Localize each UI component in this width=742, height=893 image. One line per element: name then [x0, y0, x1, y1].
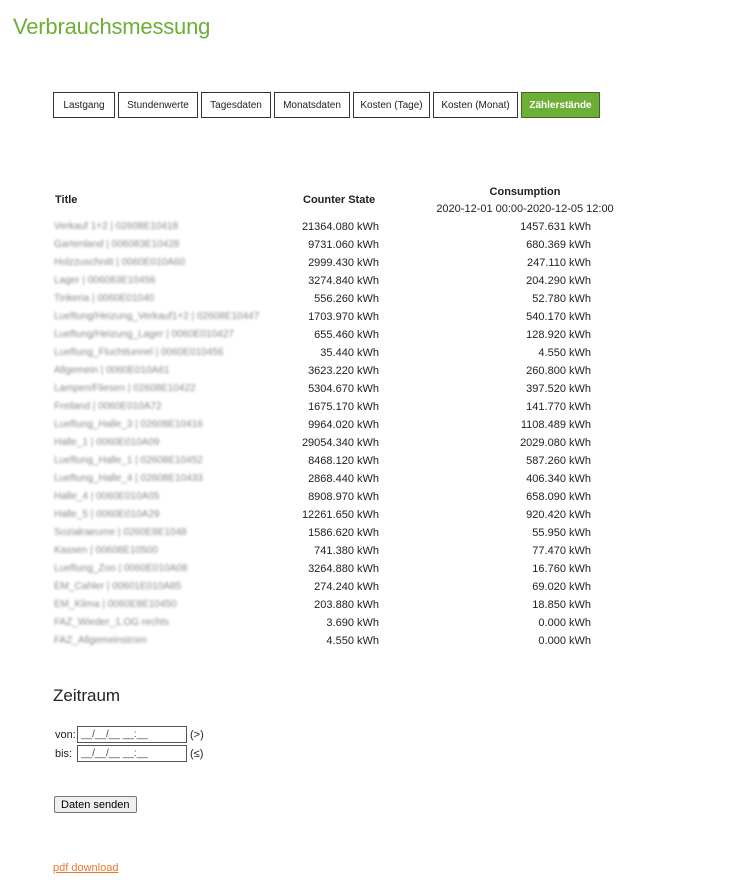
- column-header-counter-state: Counter State: [303, 194, 376, 206]
- table-row: [53, 255, 613, 273]
- table-row: [53, 597, 613, 615]
- row-counter-state: 5304.670 kWh: [308, 383, 379, 395]
- period-title: Zeitraum: [53, 686, 121, 705]
- to-label: bis:: [55, 747, 73, 760]
- table-row: [53, 525, 613, 543]
- row-title: Halle_1 | 0060E010A09: [54, 437, 160, 448]
- table-row: [53, 579, 613, 597]
- row-consumption: 128.920 kWh: [526, 329, 591, 341]
- from-operator: (>): [190, 728, 204, 741]
- table-row: [53, 327, 613, 345]
- row-consumption: 587.260 kWh: [526, 455, 591, 467]
- row-consumption: 204.290 kWh: [526, 275, 591, 287]
- consumption-range: 2020-12-01 00:00-2020-12-05 12:00: [436, 203, 614, 215]
- table-row: [53, 615, 613, 633]
- row-title: FAZ_Allgemeinstrom: [54, 635, 147, 646]
- table-row: [53, 435, 613, 453]
- table-row: [53, 561, 613, 579]
- row-consumption: 406.340 kWh: [526, 473, 591, 485]
- table-row: [53, 291, 613, 309]
- row-consumption: 1457.631 kWh: [520, 221, 591, 233]
- pdf-download-link[interactable]: pdf download: [53, 862, 119, 874]
- send-data-button[interactable]: Daten senden: [54, 796, 137, 813]
- tab-zaehlerstaende[interactable]: Zählerstände: [521, 92, 600, 118]
- row-title: Lampen/Fliesen | 02608E10422: [54, 383, 196, 394]
- row-counter-state: 9964.020 kWh: [308, 419, 379, 431]
- row-title: Lager | 006083E10456: [54, 275, 156, 286]
- app-title: Verbrauchsmessung: [13, 14, 211, 39]
- row-title: Lueftung/Heizung_Lager | 0060E010427: [54, 329, 234, 340]
- column-header-title: Title: [55, 194, 78, 206]
- tab-monatsdaten[interactable]: Monatsdaten: [274, 92, 350, 118]
- to-row: [55, 745, 203, 762]
- row-counter-state: 4.550 kWh: [326, 635, 379, 647]
- table-row: [53, 507, 613, 525]
- row-counter-state: 1703.970 kWh: [308, 311, 379, 323]
- row-consumption: 1108.489 kWh: [520, 419, 591, 431]
- row-consumption: 540.170 kWh: [526, 311, 591, 323]
- to-date-input[interactable]: [77, 745, 187, 762]
- row-consumption: 69.020 kWh: [532, 581, 591, 593]
- row-counter-state: 12261.650 kWh: [301, 509, 379, 521]
- row-consumption: 247.110 kWh: [526, 257, 591, 269]
- row-title: Lueftung_Zoo | 0060E010A08: [54, 563, 188, 574]
- tab-tagesdaten[interactable]: Tagesdaten: [201, 92, 271, 118]
- row-title: Kassen | 00608E10500: [54, 545, 158, 556]
- row-counter-state: 1586.620 kWh: [308, 527, 379, 539]
- row-consumption: 260.800 kWh: [526, 365, 591, 377]
- row-title: Verkauf 1+2 | 02608E10418: [54, 221, 179, 232]
- row-title: Holzzuschnitt | 0060E010A60: [54, 257, 186, 268]
- row-consumption: 4.550 kWh: [538, 347, 591, 359]
- row-title: Halle_5 | 0060E010A29: [54, 509, 160, 520]
- tab-kosten-monat[interactable]: Kosten (Monat): [433, 92, 518, 118]
- row-consumption: 52.780 kWh: [532, 293, 591, 305]
- table-row: [53, 345, 613, 363]
- row-consumption: 16.760 kWh: [532, 563, 591, 575]
- row-counter-state: 1675.170 kWh: [308, 401, 379, 413]
- table-row: [53, 381, 613, 399]
- row-counter-state: 2868.440 kWh: [308, 473, 379, 485]
- row-counter-state: 35.440 kWh: [320, 347, 379, 359]
- row-consumption: 141.770 kWh: [526, 401, 591, 413]
- from-date-input[interactable]: [77, 726, 187, 743]
- row-title: Allgemein | 0060E010A61: [54, 365, 170, 376]
- row-title: Lueftung/Heizung_Verkauf1+2 | 02608E10447: [54, 311, 260, 322]
- row-counter-state: 3274.840 kWh: [308, 275, 379, 287]
- row-title: Tinkeria | 0060E01040: [54, 293, 155, 304]
- row-counter-state: 8468.120 kWh: [308, 455, 379, 467]
- table-row: [53, 309, 613, 327]
- table-row: [53, 633, 613, 651]
- row-counter-state: 3.690 kWh: [326, 617, 379, 629]
- row-title: FAZ_Wieder_1.OG rechts: [54, 617, 170, 628]
- table-row: [53, 543, 613, 561]
- table-row: [53, 219, 613, 237]
- table-body: [53, 219, 613, 651]
- row-title: Freiland | 0060E010A72: [54, 401, 162, 412]
- row-title: EM_Klima | 0060E8E10450: [54, 599, 177, 610]
- row-consumption: 77.470 kWh: [532, 545, 591, 557]
- row-title: Gartenland | 006083E10428: [54, 239, 180, 250]
- tab-lastgang[interactable]: Lastgang: [53, 92, 115, 118]
- table-row: [53, 273, 613, 291]
- row-title: Sozialraeume | 0260E8E1048: [54, 527, 187, 538]
- row-title: Lueftung_Halle_1 | 02608E10452: [54, 455, 203, 466]
- table-row: [53, 237, 613, 255]
- column-header-consumption: Consumption: [489, 186, 561, 198]
- row-counter-state: 8908.970 kWh: [308, 491, 379, 503]
- tab-bar: [53, 92, 600, 118]
- row-counter-state: 3623.220 kWh: [308, 365, 379, 377]
- table-row: [53, 399, 613, 417]
- table-row: [53, 417, 613, 435]
- row-counter-state: 203.880 kWh: [314, 599, 379, 611]
- row-consumption: 0.000 kWh: [538, 635, 591, 647]
- table-row: [53, 453, 613, 471]
- tab-stundenwerte[interactable]: Stundenwerte: [118, 92, 198, 118]
- row-title: Lueftung_Halle_3 | 02608E10416: [54, 419, 203, 430]
- row-consumption: 55.950 kWh: [532, 527, 591, 539]
- to-operator: (≤): [190, 747, 204, 760]
- row-counter-state: 2999.430 kWh: [308, 257, 379, 269]
- from-label: von:: [55, 728, 76, 741]
- row-counter-state: 274.240 kWh: [314, 581, 379, 593]
- tab-kosten-tage[interactable]: Kosten (Tage): [353, 92, 430, 118]
- row-counter-state: 655.460 kWh: [314, 329, 379, 341]
- row-consumption: 18.850 kWh: [532, 599, 591, 611]
- row-title: Lueftung_Halle_4 | 02608E10433: [54, 473, 203, 484]
- row-consumption: 397.520 kWh: [526, 383, 591, 395]
- row-title: Halle_4 | 0060E010A05: [54, 491, 160, 502]
- table-row: [53, 363, 613, 381]
- row-consumption: 680.369 kWh: [526, 239, 591, 251]
- from-row: [55, 726, 204, 743]
- row-consumption: 2029.080 kWh: [520, 437, 591, 449]
- row-counter-state: 741.380 kWh: [314, 545, 379, 557]
- row-title: EM_Cahler | 00601E010A85: [54, 581, 182, 592]
- row-counter-state: 29054.340 kWh: [301, 437, 379, 449]
- row-counter-state: 556.260 kWh: [314, 293, 379, 305]
- table-row: [53, 471, 613, 489]
- table-row: [53, 489, 613, 507]
- row-consumption: 658.090 kWh: [526, 491, 591, 503]
- row-counter-state: 3264.880 kWh: [308, 563, 379, 575]
- row-counter-state: 21364.080 kWh: [301, 221, 379, 233]
- row-counter-state: 9731.060 kWh: [308, 239, 379, 251]
- row-title: Lueftung_Fluchttunnel | 0060E010456: [54, 347, 224, 358]
- row-consumption: 920.420 kWh: [526, 509, 591, 521]
- row-consumption: 0.000 kWh: [538, 617, 591, 629]
